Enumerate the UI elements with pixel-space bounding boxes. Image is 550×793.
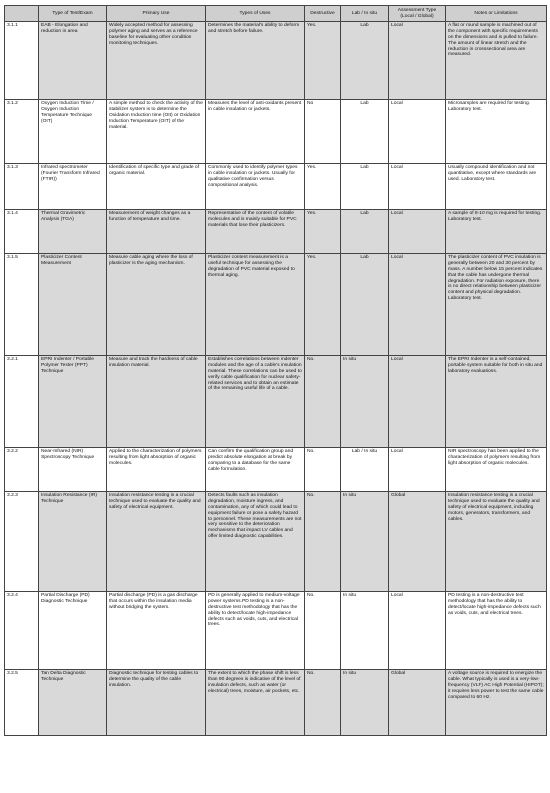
row-assessment: Local [389,22,446,100]
header-assessment-type: Assessment Type (Local / Global) [389,6,446,22]
header-notes: Notes or Limitations [446,6,547,22]
row-id: 3.2.1 [5,356,39,448]
row-assessment: Local [389,356,446,448]
row-lab-in-situ: Lab [341,210,389,254]
row-assessment: Local [389,164,446,210]
row-primary-use: Measure cable aging where the loss of plasticizer is the aging mechanism. [107,254,206,356]
row-destructive: No. [305,448,341,492]
row-primary-use: A simple method to check the activity of the stabilizer system is to determine the Oxidation Induction time (OIt) or Oxidation Induction Temperature (OIT) of the material. [107,100,206,164]
table-row [5,254,547,356]
table-header-row [5,6,547,22]
table-row [5,164,547,210]
row-destructive: No. [305,492,341,592]
row-id: 3.2.2 [5,448,39,492]
table-row [5,592,547,670]
row-types-of-uses: Determines the material's ability to deform and stretch before failure. [206,22,305,100]
table-row [5,356,547,448]
header-id [5,6,39,22]
row-id: 3.2.3 [5,492,39,592]
row-notes: The EPRI Indenter is a self-contained, portable system suitable for both in situ and laboratory evaluations. [446,356,547,448]
row-notes: NIR spectroscopy has been applied to the characterization of polymers resulting from light absorption of organic molecules. [446,448,547,492]
row-id: 3.1.1 [5,22,39,100]
row-lab-in-situ: In situ [341,356,389,448]
row-lab-in-situ: Lab [341,254,389,356]
table-row [5,670,547,736]
table-row [5,448,547,492]
row-assessment: Local [389,254,446,356]
row-destructive: Yes. [305,254,341,356]
row-primary-use: Identification of specific type and grade of organic material. [107,164,206,210]
row-notes: Insulation resistance testing is a crucial technique used to evaluate the quality and safety of electrical equipment, including motors, generators, transformers, and cables. [446,492,547,592]
row-types-of-uses: PD is generally applied to medium-voltage power systems.PD testing is a non-destructive test methodology that has the ability to detect/locate high-impedance defects such as voids, cuts, and electrical trees. [206,592,305,670]
row-id: 3.1.3 [5,164,39,210]
row-type: Thermal Gravimetric Analysis (TGA) [39,210,107,254]
row-types-of-uses: Can confirm the qualification group and predict absolute elongation at break by comparing to a database for the same cable formulation. [206,448,305,492]
row-destructive: No [305,100,341,164]
row-primary-use: Measurement of weight changes as a function of temperature and time. [107,210,206,254]
row-notes: PD testing is a non-destructive test methodology that has the ability to detect/locate high-impedance defects such as voids, cuts, and electrical trees. [446,592,547,670]
row-type: Tan Delta Diagnostic Technique [39,670,107,736]
row-notes: A flat or round sample is machined out of the component with specific requirements on the dimensions and is pulled to failure. The amount of linear stretch and the reduction in crosssectional area are measured. [446,22,547,100]
row-primary-use: Measure and track the hardness of cable insulation material. [107,356,206,448]
row-primary-use: Insulation resistance testing is a crucial technique used to evaluate the quality and safety of electrical equipment. [107,492,206,592]
row-destructive: Yes. [305,210,341,254]
row-destructive: No. [305,592,341,670]
row-types-of-uses: Measures the level of anti-oxidants present in cable insulation or jackets. [206,100,305,164]
row-assessment: Local [389,100,446,164]
row-type: Partial Discharge (PD) Diagnostic Technique [39,592,107,670]
row-lab-in-situ: Lab [341,22,389,100]
row-type: Insulation Resistance (IR) Technique [39,492,107,592]
header-type-of-test: Type of Test/Exam [39,6,107,22]
row-id: 3.1.5 [5,254,39,356]
row-notes: A voltage source is required to energize the cable. What typically is used is a very-low-frequency (VLF) AC High Potential (HIPOT); it requires less power to test the same cable compared to 60 Hz. [446,670,547,736]
row-notes: A sample of 8-10 mg is required for testing. Laboratory test. [446,210,547,254]
row-destructive: Yes. [305,164,341,210]
table-row [5,22,547,100]
row-destructive: Yes. [305,22,341,100]
row-lab-in-situ: In situ [341,592,389,670]
row-id: 3.2.5 [5,670,39,736]
row-types-of-uses: Commonly used to identify polymer types in cable insulation or jackets. Usually for qualitative confirmation versus compositional analysis. [206,164,305,210]
table-row [5,210,547,254]
row-primary-use: Partial discharge (PD) is a gas discharge that occurs within the insulation media without bridging the system. [107,592,206,670]
row-type: Plasticizer Content Measurement [39,254,107,356]
row-lab-in-situ: Lab [341,164,389,210]
row-id: 3.1.2 [5,100,39,164]
header-primary-use: Primary Use [107,6,206,22]
table-row [5,100,547,164]
row-destructive: No. [305,670,341,736]
row-assessment: Global [389,492,446,592]
row-type: EAB - Elongation and reduction in area [39,22,107,100]
row-types-of-uses: The extent to which the phase shift is less than 90 degrees is indicative of the level of insulation defects, such as water (or electrical) trees, moisture, air pockets, etc. [206,670,305,736]
row-lab-in-situ: In situ [341,670,389,736]
row-notes: Usually compound identification and not quantitative, except where standards are used. Laboratory test. [446,164,547,210]
row-type: EPRI Indenter / Portable Polymer Tester (PPT) Technique [39,356,107,448]
row-assessment: Local [389,210,446,254]
row-assessment: Local [389,592,446,670]
row-primary-use: Widely accepted method for assessing polymer aging and serves as a reference baseline for evaluating other condition monitoring techniques. [107,22,206,100]
row-lab-in-situ: Lab [341,100,389,164]
row-lab-in-situ: Lab / In situ [341,448,389,492]
row-types-of-uses: Establishes correlations between indenter modules and the age of a cable's insulation material. These correlations can be used to verify cable qualification for nuclear safety-related services and to obtain an estimate of the remaining useful life of a cable. [206,356,305,448]
table-row [5,492,547,592]
row-types-of-uses: Detects faults such as insulation degradation, moisture ingress, and contamination, any of which could lead to equipment failure or pose a safety hazard to personnel. These measurements are not very sensitive to the deterioration mechanisms that impact LV cables and offer limited diagnostic capabilities. [206,492,305,592]
row-id: 3.1.4 [5,210,39,254]
row-types-of-uses: Representative of the content of volatile molecules and is mainly suitable for PVC materials that lose their plasticizers. [206,210,305,254]
row-type: Infrared spectrometer (Fourier Transform Infrared (FTIR)) [39,164,107,210]
row-primary-use: Applied to the characterization of polymers resulting from light absorption of organic molecules. [107,448,206,492]
header-types-of-uses: Types of Uses [206,6,305,22]
header-destructive: Destructive [305,6,341,22]
row-type: Oxygen Induction Time / Oxygen Induction Temperature Technique (OIT) [39,100,107,164]
row-types-of-uses: Plasticizer content measurement is a useful technique for assessing the degradation of PVC material exposed to thermal aging. [206,254,305,356]
row-id: 3.2.4 [5,592,39,670]
row-notes: The plasticizer content of PVC insulation is generally between 20 and 30 percent by mass. A number below 15 percent indicates that the cable has undergone thermal degradation. For radiation exposure, there is no direct relationship between plasticizer content and physical degradation. Laboratory test. [446,254,547,356]
row-type: Near-Infrared (NIR) Spectroscopy Technique [39,448,107,492]
row-primary-use: Diagnostic technique for testing cables to determine the quality of the cable insulation. [107,670,206,736]
row-assessment: Global [389,670,446,736]
row-assessment: Local [389,448,446,492]
header-lab-in-situ: Lab / In situ [341,6,389,22]
test-methods-table [4,5,547,736]
row-destructive: No. [305,356,341,448]
row-notes: Microsamples are required for testing. Laboratory test. [446,100,547,164]
row-lab-in-situ: In situ [341,492,389,592]
